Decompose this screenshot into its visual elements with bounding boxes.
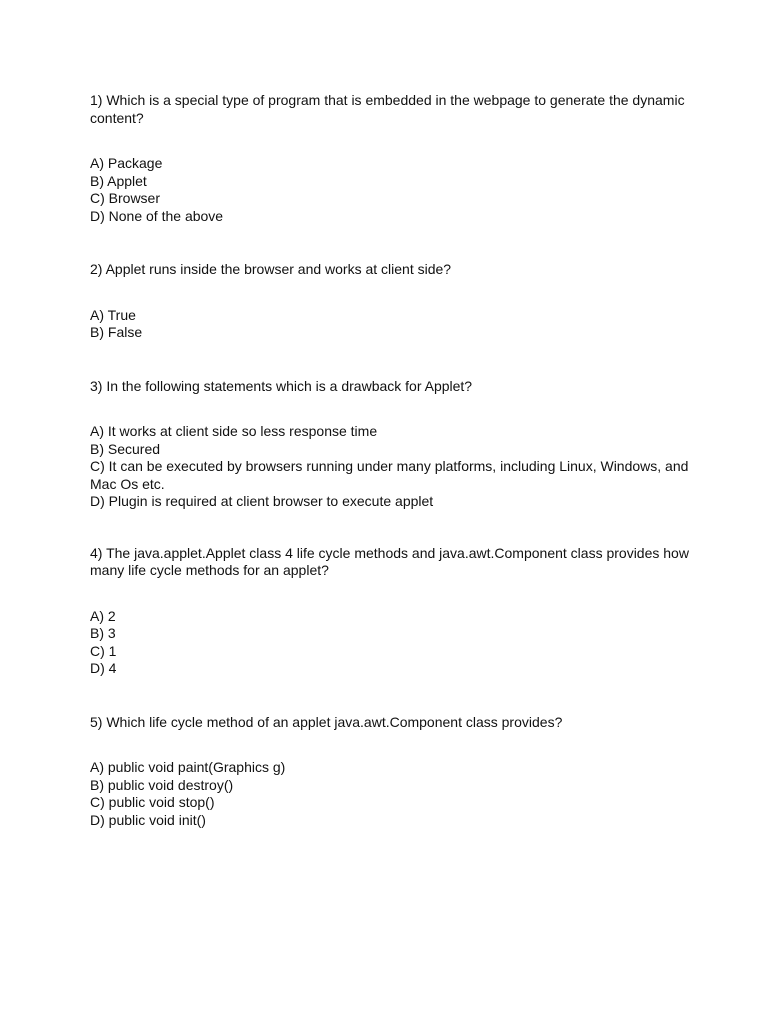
option-b: B) 3 [90,625,116,641]
option-c: C) public void stop() [90,794,215,810]
option-d: D) public void init() [90,811,206,828]
option-c: C) 1 [90,642,117,659]
options-list [90,155,690,225]
question-text: 1) Which is a special type of program that is embedded in the webpage to generate the dynamic content? [90,92,685,126]
option-b: B) Applet [90,172,147,189]
question-3 [90,378,690,511]
options-list [90,759,690,829]
question-text: 4) The java.applet.Applet class 4 life cycle methods and java.awt.Component class provides how many life cycle methods for an applet? [90,544,689,578]
option-b: B) Secured [90,440,161,457]
option-a: A) It works at client side so less response time [90,423,378,439]
question-5 [90,714,690,830]
document-page [90,92,690,829]
option-a: A) public void paint(Graphics g) [90,759,286,775]
option-a: A) 2 [90,607,116,624]
question-2 [90,261,690,342]
option-c: C) It can be executed by browsers running under many platforms, including Linux, Windows, and Mac Os etc. [90,458,689,492]
option-d: D) 4 [90,660,117,676]
option-b: B) False [90,324,143,340]
question-text: 3) In the following statements which is a drawback for Applet? [90,377,473,394]
question-4 [90,545,690,678]
option-b: B) public void destroy() [90,776,234,793]
question-text: 2) Applet runs inside the browser and works at client side? [90,261,452,277]
option-c: C) Browser [90,190,161,206]
question-1 [90,92,690,225]
options-list [90,608,690,678]
question-text: 5) Which life cycle method of an applet java.awt.Component class provides? [90,713,563,730]
options-list [90,423,690,511]
option-a: A) Package [90,155,163,171]
option-d: D) None of the above [90,207,224,224]
options-list [90,307,690,342]
option-a: A) True [90,306,136,323]
option-d: D) Plugin is required at client browser to execute applet [90,493,434,509]
